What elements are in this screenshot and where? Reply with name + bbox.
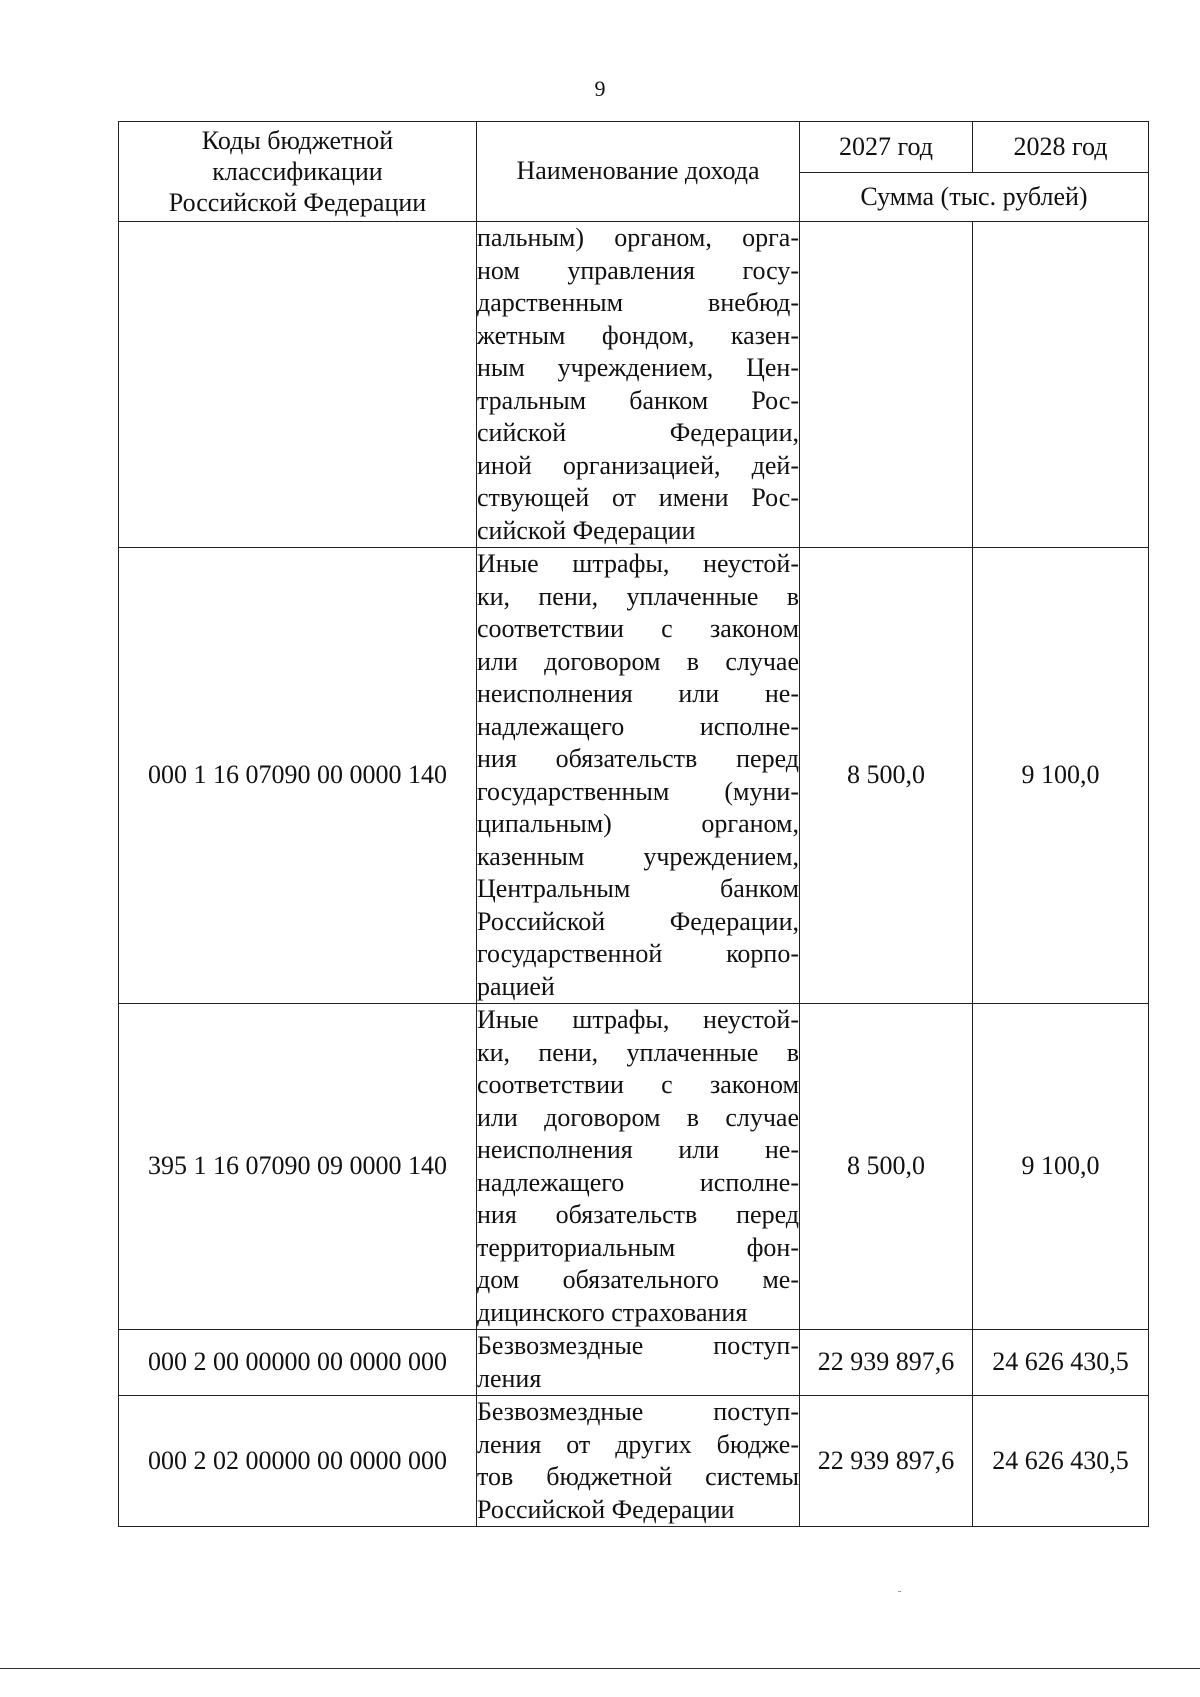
income-name-line: казенным учреждением, bbox=[477, 841, 799, 871]
footer-rule bbox=[0, 1668, 1200, 1669]
table-row bbox=[119, 222, 1149, 548]
header-codes-line: Российской Федерации bbox=[168, 188, 427, 217]
income-name-line: ки, пени, уплаченные в bbox=[477, 581, 799, 611]
table-row bbox=[119, 1004, 1149, 1330]
income-name-line: или договором в случае bbox=[477, 1102, 799, 1132]
income-name-line: территориальным фон- bbox=[477, 1232, 799, 1262]
header-year-2027: 2027 год bbox=[800, 122, 973, 173]
income-name-line: Российской Федерации, bbox=[477, 906, 799, 936]
income-name-line: Центральным банком bbox=[477, 874, 799, 903]
header-codes-line: Коды бюджетной bbox=[201, 126, 394, 155]
income-name-line: ки, пени, уплаченные в bbox=[477, 1037, 799, 1067]
income-name-cell bbox=[477, 222, 800, 548]
amount-2028-cell: 9 100,0 bbox=[973, 1004, 1149, 1330]
income-name-cell bbox=[477, 1330, 800, 1396]
amount-2027-cell: 8 500,0 bbox=[800, 1004, 973, 1330]
income-name-line: сийской Федерации bbox=[477, 515, 696, 545]
budget-code-cell bbox=[119, 222, 477, 548]
income-name-line: дицинского страхования bbox=[477, 1297, 748, 1327]
income-name-line: пальным) органом, орга- bbox=[477, 223, 799, 252]
amount-2028-cell bbox=[973, 222, 1149, 548]
income-name-line: жетным фондом, казен- bbox=[477, 320, 799, 350]
income-name-line: надлежащего исполне- bbox=[477, 711, 799, 741]
income-name-line: иной организацией, дей- bbox=[477, 450, 799, 480]
income-name-line: ления bbox=[477, 1363, 542, 1393]
income-name-cell bbox=[477, 1396, 800, 1527]
income-name-line: Безвозмездные поступ- bbox=[477, 1397, 799, 1426]
income-name-line: тральным банком Рос- bbox=[477, 385, 799, 415]
table-row bbox=[119, 1330, 1149, 1396]
amount-2027-cell: 22 939 897,6 bbox=[800, 1396, 973, 1527]
budget-code-cell: 000 1 16 07090 00 0000 140 bbox=[119, 548, 477, 1004]
header-codes-line: классификации bbox=[212, 157, 383, 186]
income-name-line: ления от других бюдже- bbox=[477, 1429, 799, 1459]
budget-code-cell: 000 2 00 00000 00 0000 000 bbox=[119, 1330, 477, 1396]
income-name-line: соответствии с законом bbox=[477, 1070, 799, 1099]
income-name-line: неисполнения или не- bbox=[477, 1135, 799, 1164]
header-year-2028: 2028 год bbox=[973, 122, 1149, 173]
income-name-line: Российской Федерации bbox=[477, 1494, 735, 1524]
scan-speck bbox=[898, 1591, 901, 1592]
budget-code-cell: 395 1 16 07090 09 0000 140 bbox=[119, 1004, 477, 1330]
income-name-line: ном управления госу- bbox=[477, 255, 799, 285]
income-name-line: ствующей от имени Рос- bbox=[477, 483, 799, 512]
income-name-line: тов бюджетной системы bbox=[477, 1462, 799, 1491]
table-row bbox=[119, 1396, 1149, 1527]
income-name-line: ния обязательств перед bbox=[477, 744, 799, 773]
income-name-cell bbox=[477, 548, 800, 1004]
income-name-line: государственной корпо- bbox=[477, 939, 799, 968]
header-income-name: Наименование дохода bbox=[477, 122, 800, 222]
income-name-line: Безвозмездные поступ- bbox=[477, 1331, 799, 1360]
income-name-line: сийской Федерации, bbox=[477, 418, 799, 447]
amount-2028-cell: 24 626 430,5 bbox=[973, 1330, 1149, 1396]
income-name-line: ципальным) органом, bbox=[477, 809, 799, 838]
amount-2028-cell: 9 100,0 bbox=[973, 548, 1149, 1004]
header-row bbox=[119, 122, 1149, 173]
income-name-line: ния обязательств перед bbox=[477, 1200, 799, 1229]
income-name-line: ным учреждением, Цен- bbox=[477, 353, 799, 382]
amount-2027-cell bbox=[800, 222, 973, 548]
amount-2027-cell: 8 500,0 bbox=[800, 548, 973, 1004]
income-name-line: Иные штрафы, неустой- bbox=[477, 1005, 799, 1034]
amount-2028-cell: 24 626 430,5 bbox=[973, 1396, 1149, 1527]
page-number: 9 bbox=[594, 76, 606, 101]
income-name-line: государственным (муни- bbox=[477, 776, 799, 806]
header-codes bbox=[119, 122, 477, 222]
table-row bbox=[119, 548, 1149, 1004]
amount-2027-cell: 22 939 897,6 bbox=[800, 1330, 973, 1396]
budget-revenue-table bbox=[118, 121, 1149, 1527]
income-name-line: соответствии с законом bbox=[477, 614, 799, 643]
income-name-line: рацией bbox=[477, 971, 555, 1001]
budget-code-cell: 000 2 02 00000 00 0000 000 bbox=[119, 1396, 477, 1527]
income-name-line: или договором в случае bbox=[477, 646, 799, 676]
income-name-line: неисполнения или не- bbox=[477, 679, 799, 708]
income-name-line: дарственным внебюд- bbox=[477, 288, 799, 317]
header-sum-unit: Сумма (тыс. рублей) bbox=[800, 173, 1149, 222]
income-name-line: Иные штрафы, неустой- bbox=[477, 549, 799, 578]
income-name-line: дом обязательного ме- bbox=[477, 1265, 799, 1294]
income-name-line: надлежащего исполне- bbox=[477, 1167, 799, 1197]
income-name-cell bbox=[477, 1004, 800, 1330]
